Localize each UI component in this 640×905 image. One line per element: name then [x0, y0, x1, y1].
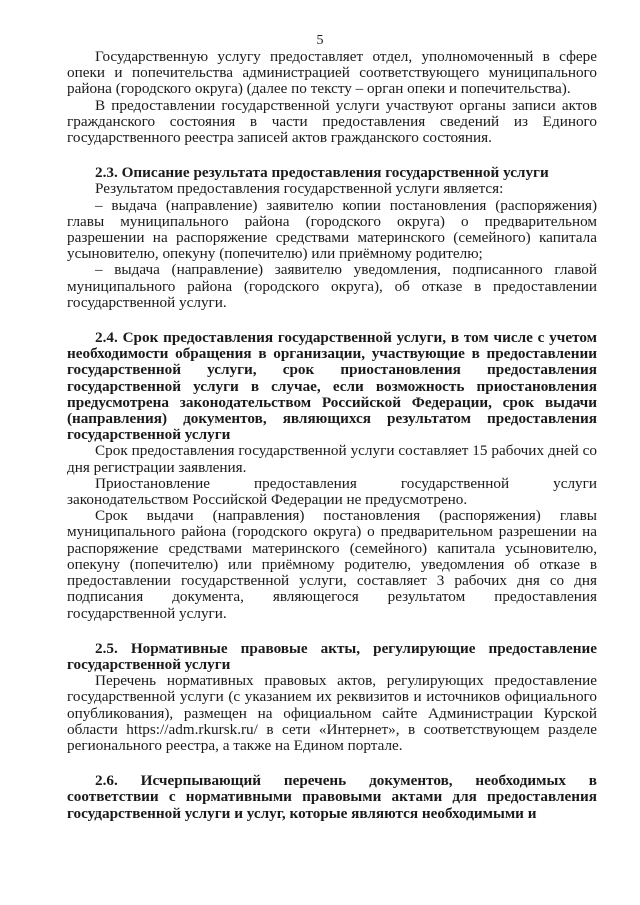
section-2-4-heading: 2.4. Срок предоставления государственной услуги, в том числе с учетом необходимости обращения в организации, участвующие в предоставлении государственной услуги, срок приостановления предоставления государственной услуги в случае, если возможность приостановления предусмотрена законодательством Российской Федерации, срок выдачи (направления) документов, являющихся результатом предоставления государственной услуги: [67, 329, 597, 444]
section-gap: [67, 146, 597, 165]
section-2-3-paragraph-2: – выдача (направление) заявителю копии постановления (распоряжения) главы муниципального района (городского округа) о предварительном разрешении на распоряжение средствами материнского (семейного) капитала усыновителю, опекуну (попечителю) или приёмному родителю;: [67, 196, 597, 263]
section-2-3-paragraph-1: Результатом предоставления государственной услуги является:: [95, 180, 504, 198]
section-2-4-paragraph-2: Приостановление предоставления государственной услуги законодательством Российской Федерации не предусмотрено.: [67, 474, 597, 509]
section-gap: [67, 622, 597, 641]
intro-paragraph-1: Государственную услугу предоставляет отдел, уполномоченный в сфере опеки и попечительства администрацией соответствующего муниципального района (городского округа) (далее по тексту – орган опеки и попечительства).: [67, 48, 597, 98]
section-2-6-heading: 2.6. Исчерпывающий перечень документов, необходимых в соответствии с нормативными правовыми актами для предоставления государственной услуги и услуг, которые являются необходимыми и: [67, 772, 597, 822]
section-2-3-heading: 2.3. Описание результата предоставления государственной услуги: [95, 164, 549, 182]
section-2-3-paragraph-3: – выдача (направление) заявителю уведомления, подписанного главой муниципального района (городского округа), об отказе в предоставлении государственной услуги.: [67, 261, 597, 311]
page-number: 5: [316, 33, 324, 48]
section-2-5-paragraph-1: Перечень нормативных правовых актов, регулирующих предоставление государственной услуги (с указанием их реквизитов и источников официального опубликования), размещен на официальном сайте Администрации Курской области https://adm.rkursk.ru/ в сети «Интернет», в соответствующем разделе регионального реестра, а также на Едином портале.: [67, 672, 597, 754]
intro-paragraph-2: В предоставлении государственной услуги участвуют органы записи актов гражданского состояния в части предоставления сведений из Единого государственного реестра записей актов гражданского состояния.: [67, 96, 597, 147]
section-2-5-heading: 2.5. Нормативные правовые акты, регулирующие предоставление государственной услуги: [67, 639, 597, 673]
page-content: [67, 49, 597, 822]
section-gap: [67, 311, 597, 330]
section-2-4-paragraph-3: Срок выдачи (направления) постановления (распоряжения) главы муниципального района (городского округа) о предварительном разрешении на распоряжение средствами материнского (семейного) капитала усыновителю, опекуну (попечителю) или приёмному родителю, уведомления об отказе в предоставлении государственной услуги, составляет 3 рабочих дня со дня подписания документа, являющегося результатом предоставления государственной услуги.: [67, 507, 597, 622]
section-2-4-paragraph-1: Срок предоставления государственной услуги составляет 15 рабочих дней со дня регистрации заявления.: [67, 442, 597, 476]
section-gap: [67, 754, 597, 773]
